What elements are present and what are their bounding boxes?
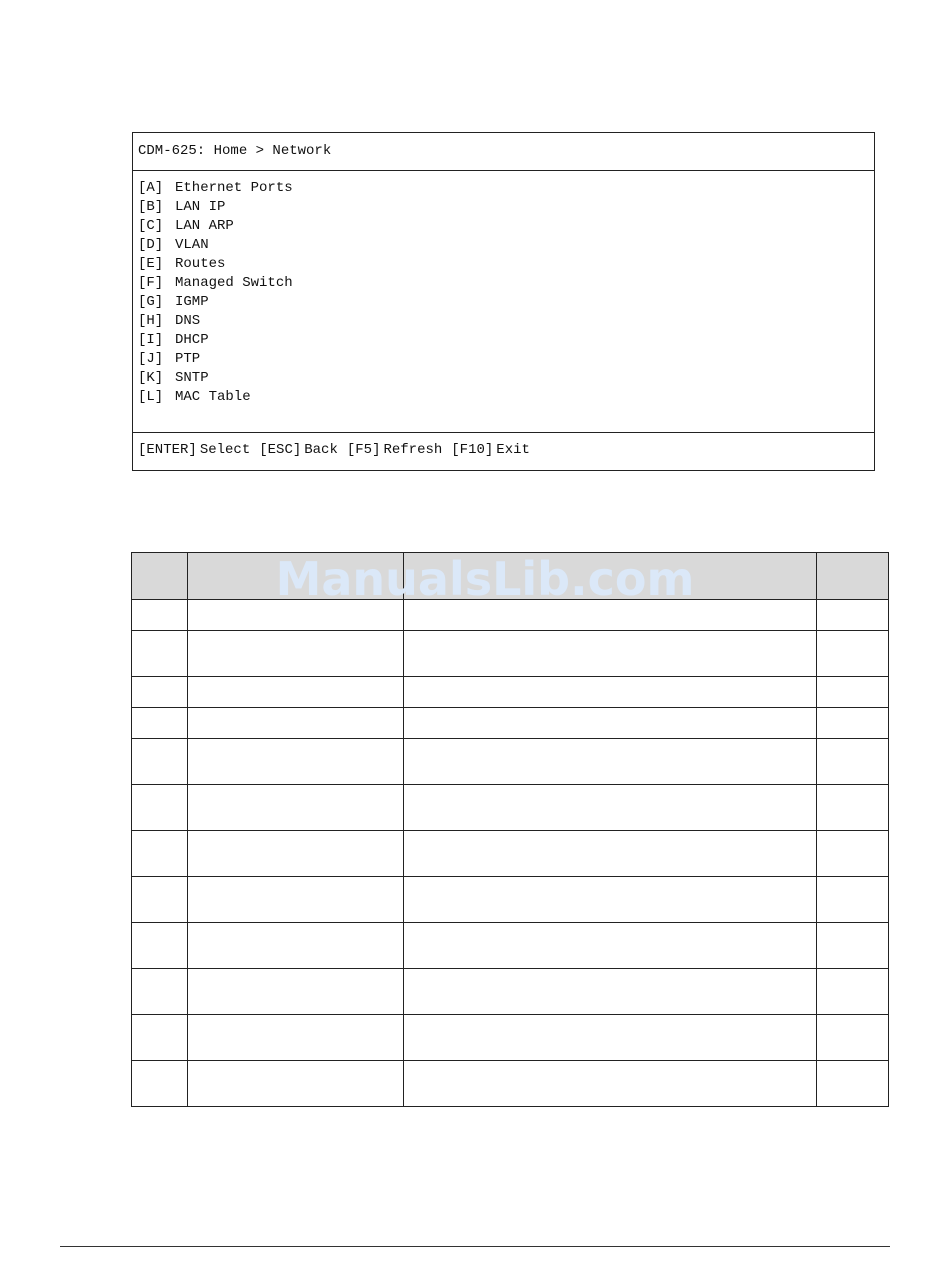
menu-item-lan-arp[interactable]	[138, 217, 874, 236]
menu-key: [C]	[138, 218, 164, 234]
menu-key: [D]	[138, 237, 164, 253]
table-row	[132, 923, 889, 969]
table-header-row	[132, 553, 889, 600]
menu-label: Ethernet Ports	[175, 180, 293, 196]
menu-label: LAN IP	[175, 199, 226, 215]
menu-item-vlan[interactable]	[138, 236, 874, 255]
menu-label: MAC Table	[175, 389, 251, 405]
f10-key-hint[interactable]: [F10]	[451, 442, 494, 458]
breadcrumb: CDM-625: Home > Network	[133, 133, 874, 171]
menu-label: DHCP	[175, 332, 209, 348]
table-header-cell	[404, 553, 817, 600]
table-row	[132, 708, 889, 739]
menu-key: [F]	[138, 275, 164, 291]
table-header-cell	[188, 553, 404, 600]
table-row	[132, 785, 889, 831]
f5-key-hint[interactable]: [F5]	[346, 442, 381, 458]
menu-item-managed-switch[interactable]	[138, 274, 874, 293]
table-row	[132, 877, 889, 923]
table-row	[132, 600, 889, 631]
table-row	[132, 969, 889, 1015]
menu-key: [A]	[138, 180, 164, 196]
exit-action: Exit	[496, 442, 530, 458]
table-row	[132, 739, 889, 785]
menu-label: PTP	[175, 351, 201, 367]
select-action: Select	[199, 442, 251, 458]
menu-label: Routes	[175, 256, 226, 272]
menu-item-mac-table[interactable]	[138, 388, 874, 407]
menu-item-igmp[interactable]	[138, 293, 874, 312]
network-menu	[133, 171, 874, 433]
menu-key: [E]	[138, 256, 164, 272]
menu-label: SNTP	[175, 370, 209, 386]
menu-label: VLAN	[175, 237, 209, 253]
menu-item-routes[interactable]	[138, 255, 874, 274]
menu-item-dns[interactable]	[138, 312, 874, 331]
menu-label: Managed Switch	[175, 275, 293, 291]
menu-item-lan-ip[interactable]	[138, 198, 874, 217]
key-hints-bar	[133, 432, 874, 470]
table-header-cell	[817, 553, 889, 600]
table-row	[132, 631, 889, 677]
refresh-action: Refresh	[383, 442, 443, 458]
menu-key: [J]	[138, 351, 164, 367]
table-header-cell	[132, 553, 188, 600]
menu-item-ptp[interactable]	[138, 350, 874, 369]
table-row	[132, 1015, 889, 1061]
watermark: ManualsLib.com	[275, 552, 695, 606]
table-row	[132, 831, 889, 877]
menu-description-table	[131, 552, 889, 1107]
menu-key: [H]	[138, 313, 164, 329]
menu-key: [G]	[138, 294, 164, 310]
menu-key: [B]	[138, 199, 164, 215]
menu-key: [I]	[138, 332, 164, 348]
menu-item-ethernet-ports[interactable]	[138, 179, 874, 198]
back-action: Back	[304, 442, 338, 458]
esc-key-hint[interactable]: [ESC]	[259, 442, 302, 458]
menu-item-dhcp[interactable]	[138, 331, 874, 350]
table-row	[132, 1061, 889, 1107]
menu-label: LAN ARP	[175, 218, 234, 234]
menu-key: [L]	[138, 389, 164, 405]
menu-item-sntp[interactable]	[138, 369, 874, 388]
table-row	[132, 677, 889, 708]
menu-label: DNS	[175, 313, 201, 329]
page-footer-divider	[60, 1246, 890, 1247]
menu-label: IGMP	[175, 294, 209, 310]
enter-key-hint[interactable]: [ENTER]	[138, 442, 197, 458]
menu-key: [K]	[138, 370, 164, 386]
terminal-screen	[132, 132, 875, 471]
